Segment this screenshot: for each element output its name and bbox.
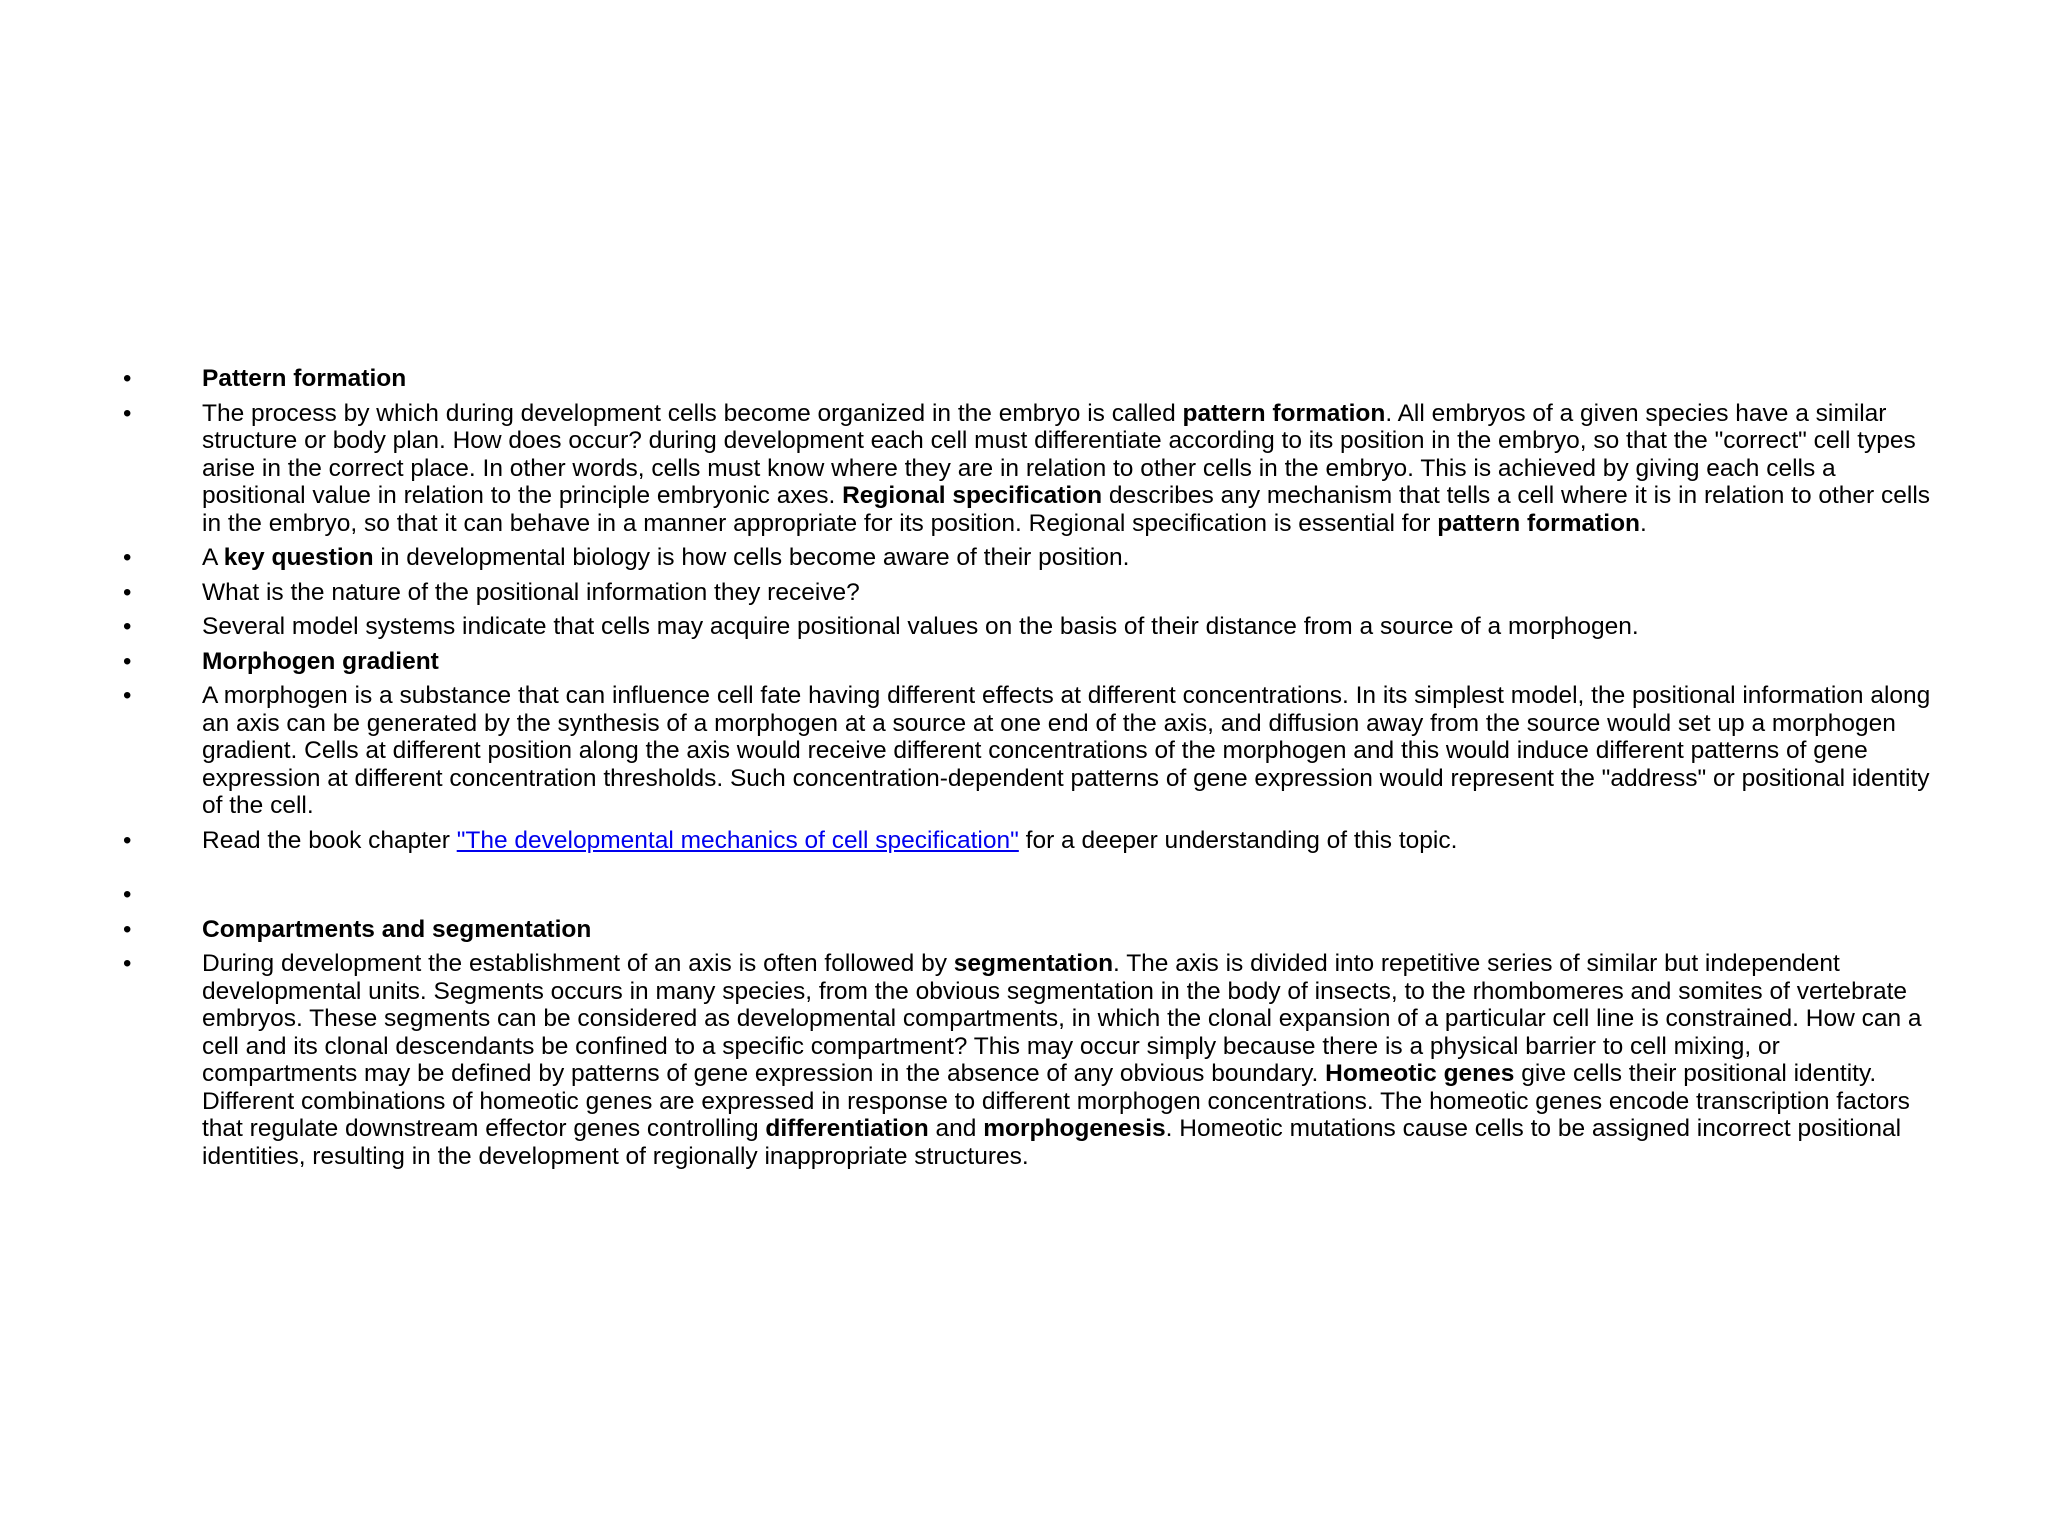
bullet-item — [0, 544, 2000, 572]
bullet-item — [0, 613, 2000, 641]
body-text: and — [928, 1115, 984, 1142]
bold-text: Pattern formation — [202, 365, 407, 392]
bold-text: Homeotic genes — [1325, 1060, 1515, 1087]
bullet-dot-icon: • — [123, 544, 132, 571]
body-text: for a deeper understanding of this topic. — [1018, 826, 1458, 854]
body-text: . All embryos of a given species have a similar structure or body plan. How does occur? during development each cell must differentiate according to its position in the embryo, so that the "correct" cell types arise in the correct place. In other words, cells must know where they are in relation to other cells in the embryo. This is achieved by giving each cells a positional value in relation to the principle embryonic axes. — [202, 399, 1916, 509]
bullet-dot-icon: • — [123, 915, 132, 943]
body-text: What is the nature of the positional information they receive? — [202, 578, 860, 606]
body-text: Several model systems indicate that cells may acquire positional values on the basis of their distance from a source of a morphogen. — [202, 613, 1639, 640]
bold-text: morphogenesis — [983, 1115, 1166, 1142]
bold-text: key question — [223, 544, 374, 571]
body-text: in developmental biology is how cells become aware of their position. — [373, 544, 1130, 571]
bold-text: pattern formation — [1437, 509, 1641, 537]
body-text: The process by which during development cells become organized in the embryo is called — [202, 399, 1183, 427]
body-text: Read the book chapter — [202, 826, 457, 854]
chapter-link[interactable]: "The developmental mechanics of cell specification" — [456, 826, 1019, 854]
bold-text: pattern formation — [1182, 399, 1386, 427]
body-text: give cells their positional identity. Different combinations of homeotic genes are expressed in response to different morphogen concentrations. The homeotic genes encode transcription factors that regulate downstream effector genes controlling — [202, 1060, 1910, 1142]
bullet-item — [0, 916, 2000, 944]
bullet-dot-icon: • — [123, 399, 132, 427]
body-text: A — [202, 544, 224, 571]
bullet-dot-icon: • — [123, 950, 132, 977]
bullet-item — [0, 682, 2000, 820]
bullet-item — [0, 827, 2000, 855]
body-text: . Homeotic mutations cause cells to be assigned incorrect positional identities, resulting in the development of regionally inappropriate structures. — [202, 1115, 1902, 1170]
bullet-dot-icon: • — [123, 647, 132, 675]
bold-text: Morphogen gradient — [202, 647, 439, 675]
bullet-dot-icon: • — [123, 881, 132, 908]
bullet-dot-icon: • — [123, 682, 132, 709]
bullet-item — [0, 579, 2000, 607]
bold-text: segmentation — [953, 950, 1114, 977]
bullet-item — [0, 400, 2000, 538]
bullet-dot-icon: • — [123, 613, 132, 640]
body-text: . The axis is divided into repetitive series of similar but independent developmental units. Segments occurs in many species, from the obvious segmentation in the body of insects, to the rhombomeres and somites of vertebrate embryos. These segments can be considered as developmental compartments, in which the clonal expansion of a particular cell line is constrained. How can a cell and its clonal descendants be confined to a specific compartment? This may occur simply because there is a physical barrier to cell mixing, or compartments may be defined by patterns of gene expression in the absence of any obvious boundary. — [202, 950, 1922, 1087]
bullet-item — [0, 950, 2000, 1170]
body-text: . — [1640, 509, 1647, 537]
bold-text: differentiation — [765, 1115, 929, 1142]
body-text: describes any mechanism that tells a cell where it is in relation to other cells in the embryo, so that it can behave in a manner appropriate for its position. Regional specification is essential for — [202, 482, 1931, 537]
body-text: During development the establishment of an axis is often followed by — [202, 950, 954, 977]
bullet-dot-icon: • — [123, 826, 132, 854]
bullet-item — [0, 648, 2000, 676]
bold-text: Compartments and segmentation — [202, 915, 592, 943]
bullet-item — [0, 881, 2000, 909]
bullet-list — [0, 365, 2048, 1177]
body-text: A morphogen is a substance that can influence cell fate having different effects at different concentrations. In its simplest model, the positional information along an axis can be generated by the synthesis of a morphogen at a source at one end of the axis, and diffusion away from the source would set up a morphogen gradient. Cells at different position along the axis would receive different concentrations of the morphogen and this would induce different patterns of gene expression at different concentration thresholds. Such concentration-dependent patterns of gene expression would represent the "address" or positional identity of the cell. — [202, 682, 1931, 819]
bold-text: Regional specification — [842, 482, 1103, 509]
bullet-dot-icon: • — [123, 578, 132, 606]
bullet-item — [0, 365, 2000, 393]
bullet-dot-icon: • — [123, 365, 132, 392]
